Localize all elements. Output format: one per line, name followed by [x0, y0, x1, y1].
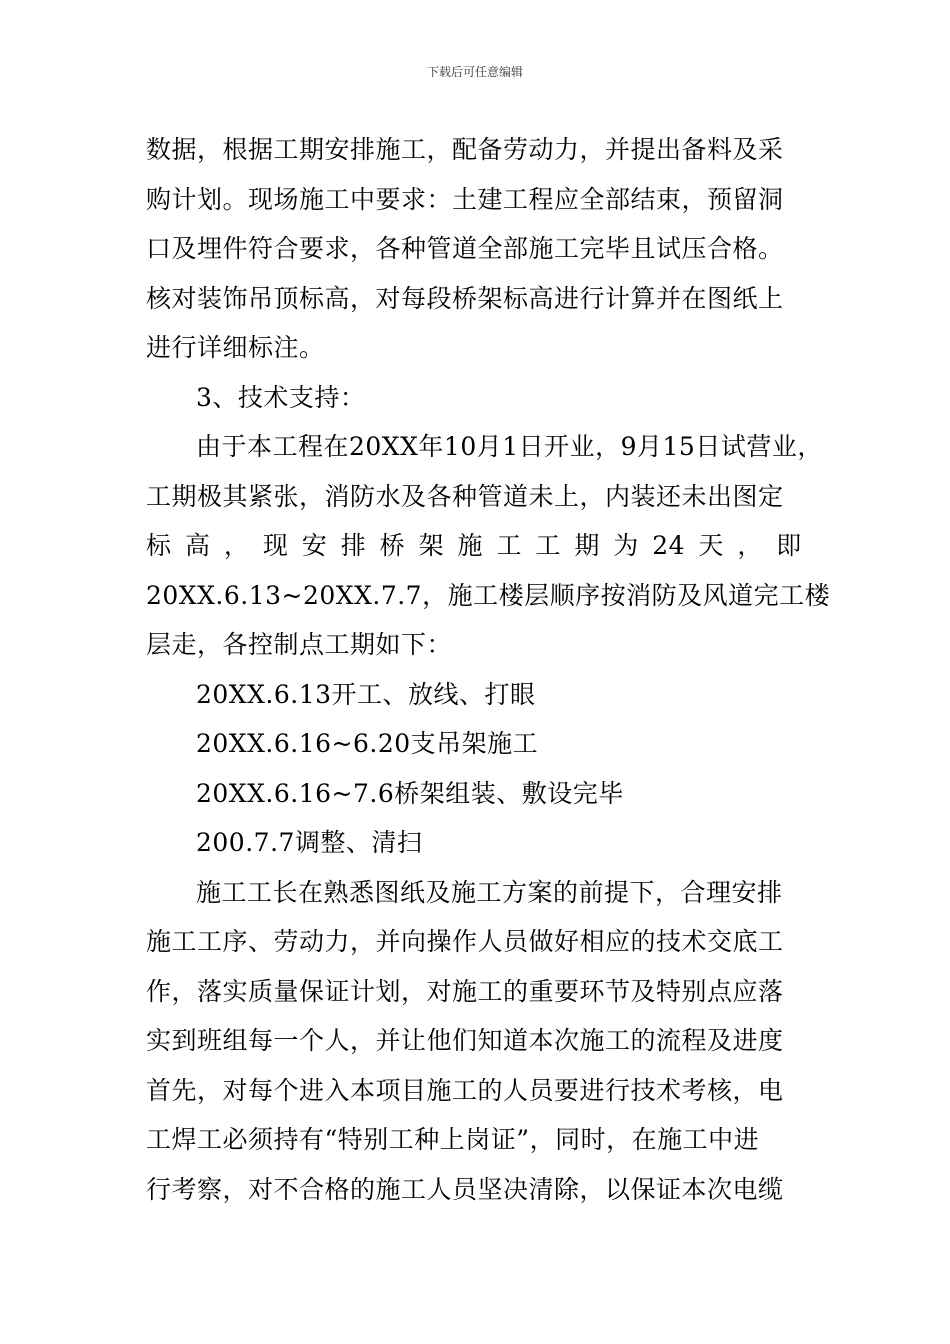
text-line: 首先，对每个进入本项目施工的人员要进行技术考核，电 [146, 1075, 784, 1105]
spread-char: ， [737, 531, 763, 560]
spread-char: 为 [613, 531, 639, 560]
spread-char: 工 [496, 531, 522, 560]
spread-char: 即 [776, 531, 802, 560]
spread-char: ， [223, 531, 250, 560]
schedule-item: 20XX.6.13开工、放线、打眼 [196, 679, 536, 709]
body-text [146, 125, 831, 1214]
text-line: 层走，各控制点工期如下： [146, 630, 453, 659]
text-line: 进行详细标注。 [146, 333, 325, 362]
text-line: 行考察，对不合格的施工人员坚决清除，以保证本次电缆 [146, 1174, 784, 1204]
spread-char: 现 [262, 531, 289, 560]
spread-char: 排 [340, 531, 367, 560]
spread-char: 工 [535, 531, 561, 560]
spread-char: 高 [184, 531, 211, 560]
spread-char: 架 [418, 531, 445, 560]
text-line: 核对装饰吊顶标高，对每段桥架标高进行计算并在图纸上 [146, 283, 784, 313]
text-line: 20XX.6.13~20XX.7.7，施工楼层顺序按消防及风道完工楼 [146, 580, 831, 610]
spread-char: 天 [698, 531, 724, 560]
page-header: 下载后可任意编辑 [426, 65, 523, 79]
text-line-spread [146, 521, 802, 571]
text-line: 数据，根据工期安排施工，配备劳动力，并提出备料及采 [146, 135, 784, 164]
spread-char: 施 [457, 531, 484, 560]
text-line: 作，落实质量保证计划，对施工的重要环节及特别点应落 [146, 976, 784, 1006]
text-line: 工焊工必须持有“特别工种上岗证”，同时，在施工中进 [146, 1125, 760, 1154]
text-line: 施工工序、劳动力，并向操作人员做好相应的技术交底工 [146, 927, 784, 956]
text-line: 工期极其紧张，消防水及各种管道未上，内装还未出图定 [146, 481, 784, 511]
spread-char: 桥 [379, 531, 406, 560]
section-heading: 3、技术支持： [196, 382, 366, 412]
text-line: 购计划。现场施工中要求：土建工程应全部结束，预留洞 [146, 184, 784, 214]
spread-char: 标 [146, 531, 172, 560]
spread-char: 安 [301, 531, 328, 560]
text-line: 由于本工程在20XX年10月1日开业，9月15日试营业， [196, 432, 823, 461]
schedule-item: 20XX.6.16~7.6桥架组装、敷设完毕 [196, 778, 624, 808]
spread-char: 24 [652, 531, 685, 560]
spread-char: 期 [574, 531, 600, 560]
schedule-item: 200.7.7调整、清扫 [196, 828, 423, 857]
text-line: 施工工长在熟悉图纸及施工方案的前提下，合理安排 [196, 877, 783, 907]
text-line: 口及埋件符合要求，各种管道全部施工完毕且试压合格。 [146, 234, 784, 263]
schedule-item: 20XX.6.16~6.20支吊架施工 [196, 729, 539, 758]
text-line: 实到班组每一个人，并让他们知道本次施工的流程及进度 [146, 1026, 784, 1055]
